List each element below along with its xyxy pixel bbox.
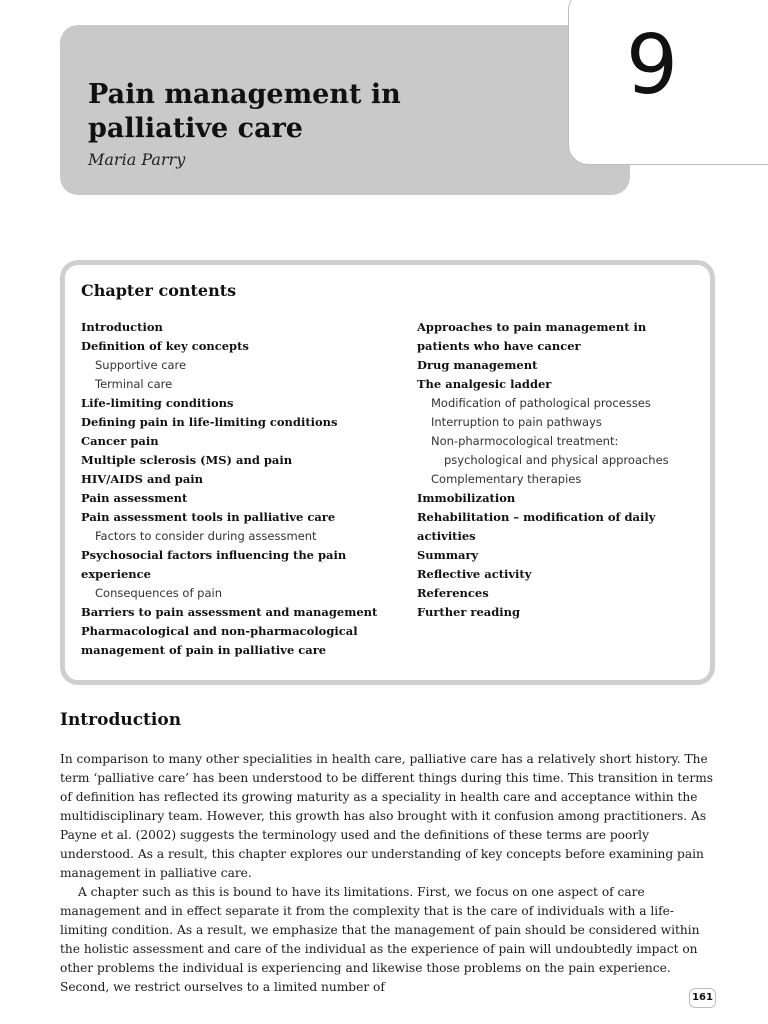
contents-column-right: [417, 318, 707, 622]
contents-item: Pharmacological and non-pharmacological: [81, 624, 358, 638]
introduction-body: [60, 750, 714, 997]
contents-item: Defining pain in life-limiting conditions: [81, 415, 338, 429]
contents-item: Pain assessment: [81, 491, 188, 505]
contents-item: Barriers to pain assessment and management: [81, 605, 378, 619]
contents-item: References: [417, 586, 489, 600]
contents-item: Definition of key concepts: [81, 339, 249, 353]
contents-item: The analgesic ladder: [417, 377, 552, 391]
body-paragraph: In comparison to many other specialities in health care, palliative care has a relatively short history. The term ‘palliative care’ has been understood to be different things during this time. This transition in terms of definition has reflected its growing maturity as a speciality in health care and acceptance within the multidisciplinary team. However, this growth has also brought with it confusion among practitioners. As Payne et al. (2002) suggests the terminology used and the definitions of these terms are poorly understood. As a result, this chapter explores our understanding of key concepts before examining pain management in palliative care.: [60, 752, 714, 880]
contents-item: Cancer pain: [81, 434, 159, 448]
contents-item: Non-pharmocological treatment:: [431, 434, 619, 448]
chapter-title: Pain management in palliative care: [88, 79, 401, 144]
contents-item: patients who have cancer: [417, 339, 581, 353]
contents-item: Immobilization: [417, 491, 516, 505]
contents-item: Supportive care: [95, 358, 187, 372]
contents-item: Factors to consider during assessment: [95, 529, 317, 543]
page-number: 161: [689, 988, 716, 1008]
contents-item: Rehabilitation – modification of daily: [417, 510, 656, 524]
contents-item: Approaches to pain management in: [417, 320, 647, 334]
chapter-contents-heading: Chapter contents: [81, 281, 237, 300]
contents-item: Life-limiting conditions: [81, 396, 234, 410]
contents-item: Consequences of pain: [95, 586, 222, 600]
contents-item: Psychosocial factors influencing the pain: [81, 548, 347, 562]
contents-item: HIV/AIDS and pain: [81, 472, 204, 486]
contents-item: Interruption to pain pathways: [431, 415, 602, 429]
section-heading-introduction: Introduction: [60, 710, 182, 730]
contents-item: Further reading: [417, 605, 521, 619]
contents-item: experience: [81, 567, 151, 581]
contents-item: Multiple sclerosis (MS) and pain: [81, 453, 293, 467]
contents-item: activities: [417, 529, 476, 543]
chapter-author: Maria Parry: [88, 150, 186, 169]
contents-item: Introduction: [81, 320, 163, 334]
contents-item: Complementary therapies: [431, 472, 582, 486]
contents-item: Terminal care: [95, 377, 173, 391]
contents-item: Pain assessment tools in palliative care: [81, 510, 336, 524]
contents-item: psychological and physical approaches: [444, 453, 669, 467]
body-paragraph: A chapter such as this is bound to have its limitations. First, we focus on one aspect of care management and in effect separate it from the complexity that is the care of individuals with a life-limiting condition. As a result, we emphasize that the management of pain should be considered within the holistic assessment and care of the individual as the experience of pain will undoubtedly impact on other problems the individual is experiencing and likewise those problems on the pain experience. Second, we restrict ourselves to a limited number of: [60, 885, 700, 994]
contents-item: management of pain in palliative care: [81, 643, 327, 657]
chapter-number: 9: [625, 18, 679, 113]
contents-item: Summary: [417, 548, 479, 562]
contents-item: Reflective activity: [417, 567, 532, 581]
contents-item: Modification of pathological processes: [431, 396, 651, 410]
contents-item: Drug management: [417, 358, 538, 372]
contents-column-left: [81, 318, 401, 660]
